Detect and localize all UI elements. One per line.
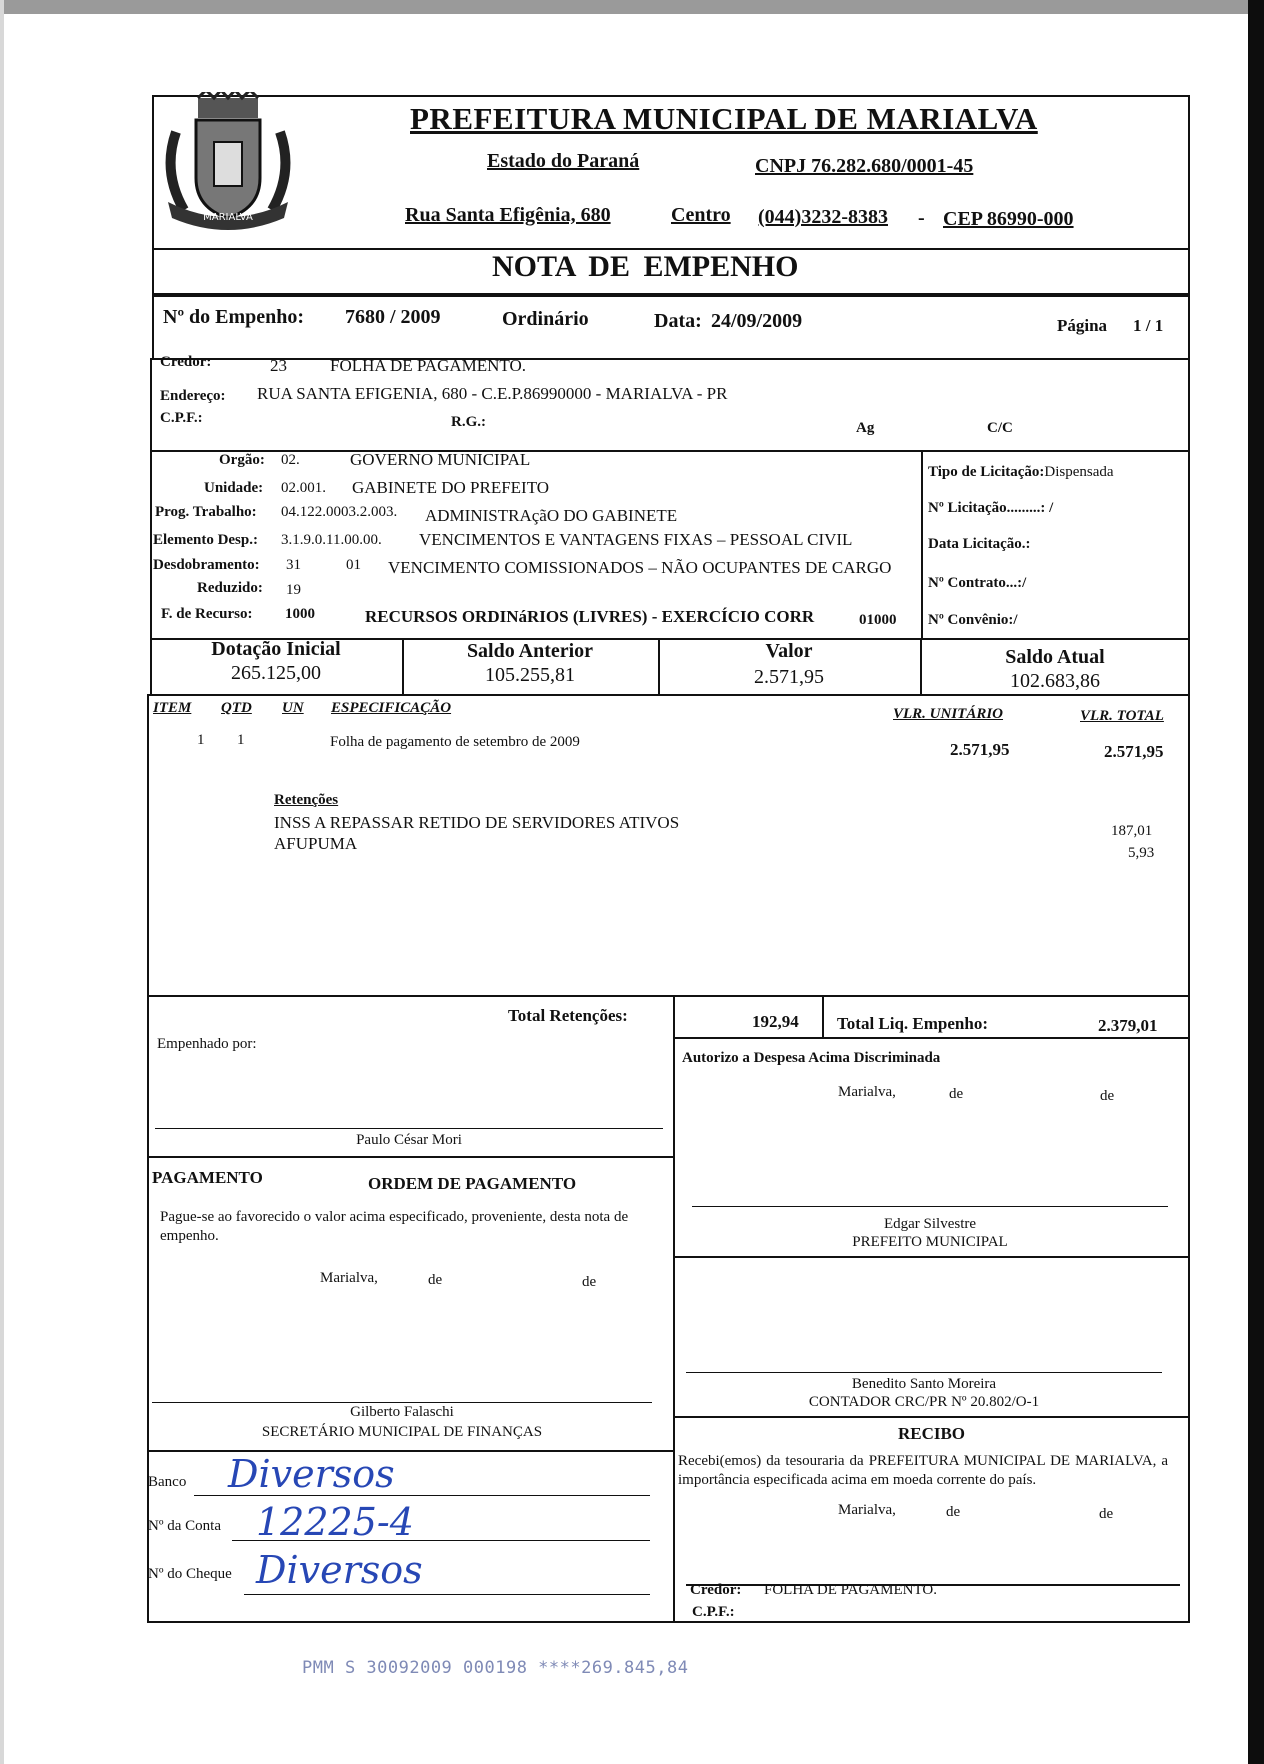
recibo-title: RECIBO	[897, 1424, 966, 1443]
page-number-label: Página	[1057, 316, 1108, 335]
col-qtd-header: QTD	[221, 700, 252, 716]
autorizo-despesa-title: Autorizo a Despesa Acima Discriminada	[682, 1050, 941, 1066]
coat-of-arms-logo	[158, 92, 298, 237]
desdobramento-code1: 31	[286, 557, 301, 573]
machine-stamp: PMM S 30092009 000198 ****269.845,84	[302, 1658, 689, 1678]
contador-name: Benedito Santo Moreira	[851, 1376, 997, 1392]
header-address: Rua Santa Efigênia, 680	[405, 204, 611, 226]
total-retentions-value: 192,94	[752, 1012, 799, 1031]
banco-label: Banco	[148, 1474, 187, 1490]
col-un-header: UN	[282, 700, 304, 716]
creditor-code: 23	[270, 356, 287, 375]
creditor-rg-label: R.G.:	[451, 414, 486, 430]
cheque-label: Nº do Cheque	[148, 1566, 232, 1582]
col-item-header: ITEM	[153, 700, 192, 716]
ordem-pagamento-title: ORDEM DE PAGAMENTO	[368, 1174, 577, 1193]
creditor-ag-label: Ag	[856, 420, 875, 436]
signatures-center-divider	[673, 1037, 675, 1623]
retentions-title: Retenções	[274, 792, 339, 808]
col-unit-header: VLR. UNITÁRIO	[893, 706, 1004, 722]
total-retentions-label: Total Retenções:	[508, 1006, 628, 1025]
autorizo-de-1: de	[949, 1086, 964, 1102]
header-cnpj: CNPJ 76.282.680/0001-45	[755, 155, 974, 177]
prefeito-name: Edgar Silvestre	[883, 1216, 977, 1232]
elemento-name: VENCIMENTOS E VANTAGENS FIXAS – PESSOAL CIVIL	[419, 530, 853, 549]
creditor-label: Credor:	[160, 354, 212, 370]
totals-bottom-line	[673, 1037, 1190, 1039]
totals-divider-2	[822, 995, 824, 1037]
prog-name: ADMINISTRAçãO DO GABINETE	[425, 506, 678, 525]
recibo-text: Recebi(emos) da tesouraria da PREFEITURA MUNICIPAL DE MARIALVA, a importância especificada acima em moeda corrente do país.	[678, 1453, 1168, 1488]
empenhado-por-name: Paulo César Mori	[356, 1132, 462, 1148]
valor-value: 2.571,95	[754, 666, 824, 688]
secretario-title: SECRETÁRIO MUNICIPAL DE FINANÇAS	[261, 1424, 543, 1440]
licitacao-number: Nº Licitação.........: /	[928, 500, 1054, 516]
empenho-type: Ordinário	[502, 308, 589, 330]
recurso-name: RECURSOS ORDINáRIOS (LIVRES) - EXERCÍCIO CORR	[365, 607, 815, 626]
recibo-de-1: de	[946, 1504, 961, 1520]
item-total-price: 2.571,95	[1104, 742, 1164, 761]
convenio-number: Nº Convênio:/	[928, 612, 1018, 628]
recibo-cpf-label: C.P.F.:	[692, 1604, 735, 1620]
totals-divider-1	[673, 995, 675, 1037]
creditor-address: RUA SANTA EFIGENIA, 680 - C.E.P.86990000 - MARIALVA - PR	[257, 384, 728, 403]
recibo-de-2: de	[1099, 1506, 1114, 1522]
recurso-label: F. de Recurso:	[161, 606, 253, 622]
licitacao-type-label: Tipo de Licitação:Dispensada	[928, 464, 1114, 480]
desdobramento-name: VENCIMENTO COMISSIONADOS – NÃO OCUPANTES DE CARGO	[388, 558, 892, 577]
item-number: 1	[197, 732, 205, 748]
licitacao-date: Data Licitação.:	[928, 536, 1031, 552]
empenho-number: 7680 / 2009	[345, 306, 441, 328]
retention-inss-label: INSS A REPASSAR RETIDO DE SERVIDORES ATIVOS	[274, 813, 680, 832]
elemento-code: 3.1.9.0.11.00.00.	[281, 532, 382, 548]
recibo-city: Marialva,	[838, 1502, 896, 1518]
pagamento-title: PAGAMENTO	[152, 1168, 263, 1187]
reduzido-label: Reduzido:	[197, 580, 263, 596]
conta-handwritten: 12225-4	[256, 1500, 414, 1544]
total-liquid-value: 2.379,01	[1098, 1016, 1158, 1035]
dotacao-inicial-label: Dotação Inicial	[211, 638, 341, 660]
empenhado-signature-line	[155, 1128, 663, 1129]
totals-top-line	[147, 995, 1190, 997]
orgao-name: GOVERNO MUNICIPAL	[350, 450, 531, 469]
prefeito-signature-line	[692, 1206, 1168, 1207]
desdobramento-code2: 01	[346, 557, 361, 573]
retention-afupuma-value: 5,93	[1128, 845, 1155, 861]
secretario-signature-line	[152, 1402, 652, 1403]
ordem-pagamento-text: Pague-se ao favorecido o valor acima especificado, proveniente, desta nota de empenho.	[160, 1209, 629, 1244]
recibo-credor-name: FOLHA DE PAGAMENTO.	[764, 1582, 937, 1598]
recibo-credor-label: Credor:	[690, 1582, 742, 1598]
recurso-code2: 01000	[859, 612, 897, 628]
item-quantity: 1	[237, 732, 245, 748]
header-state: Estado do Paraná	[487, 150, 640, 172]
header-district: Centro	[671, 204, 731, 226]
pagamento-top-line	[147, 1156, 673, 1158]
dotacao-inicial-value: 265.125,00	[231, 662, 321, 684]
empenho-date: 24/09/2009	[711, 310, 803, 332]
creditor-box	[150, 358, 1190, 452]
saldo-anterior-label: Saldo Anterior	[466, 640, 594, 662]
saldo-atual-label: Saldo Atual	[1005, 646, 1105, 668]
item-description: Folha de pagamento de setembro de 2009	[330, 734, 580, 750]
unidade-label: Unidade:	[204, 480, 264, 496]
desdobramento-label: Desdobramento:	[153, 557, 260, 573]
contrato-number: Nº Contrato...:/	[928, 575, 1027, 591]
recibo-top-line	[673, 1416, 1190, 1418]
elemento-label: Elemento Desp.:	[153, 532, 258, 548]
scan-edge-top	[0, 0, 1264, 14]
contador-title: CONTADOR CRC/PR Nº 20.802/O-1	[808, 1394, 1040, 1410]
scan-edge-left	[0, 0, 4, 1764]
secretario-name: Gilberto Falaschi	[350, 1404, 454, 1420]
autorizo-de-2: de	[1100, 1088, 1115, 1104]
cheque-handwritten: Diversos	[256, 1548, 423, 1592]
svg-text:MARIALVA: MARIALVA	[203, 212, 253, 223]
valor-label: Valor	[765, 640, 813, 662]
orgao-label: Orgão:	[219, 452, 265, 468]
col-total-header: VLR. TOTAL	[1080, 708, 1164, 724]
autorizo-city: Marialva,	[838, 1084, 896, 1100]
cheque-line	[244, 1594, 650, 1595]
prefeito-title: PREFEITO MUNICIPAL	[852, 1234, 1008, 1250]
total-liquid-label: Total Liq. Empenho:	[837, 1014, 988, 1033]
unidade-name: GABINETE DO PREFEITO	[352, 478, 550, 497]
contador-signature-line	[686, 1372, 1162, 1373]
reduzido-value: 19	[286, 582, 301, 598]
scan-edge-right	[1248, 0, 1264, 1764]
header-separator: -	[918, 207, 925, 229]
unidade-code: 02.001.	[281, 480, 326, 496]
creditor-cc-label: C/C	[987, 420, 1013, 436]
empenho-number-label: Nº do Empenho:	[163, 306, 305, 328]
budget-divider	[921, 450, 923, 640]
empenho-date-label: Data:	[654, 310, 702, 332]
prog-code: 04.122.0003.2.003.	[281, 504, 398, 520]
ordem-de-1: de	[428, 1272, 443, 1288]
creditor-cpf-label: C.P.F.:	[160, 410, 203, 426]
document-title: NOTA DE EMPENHO	[492, 250, 799, 283]
prog-label: Prog. Trabalho:	[155, 504, 257, 520]
ordem-city: Marialva,	[320, 1270, 378, 1286]
orgao-code: 02.	[281, 452, 300, 468]
recurso-code: 1000	[285, 606, 315, 622]
page-number: 1 / 1	[1133, 316, 1164, 335]
banco-handwritten: Diversos	[228, 1452, 395, 1496]
empenhado-por-label: Empenhado por:	[157, 1036, 257, 1052]
col-spec-header: ESPECIFICAÇÃO	[331, 700, 452, 716]
saldo-atual-value: 102.683,86	[1010, 670, 1100, 692]
bank-top-line	[147, 1450, 673, 1452]
creditor-name: FOLHA DE PAGAMENTO.	[330, 356, 526, 375]
page-title: PREFEITURA MUNICIPAL DE MARIALVA	[410, 101, 1038, 136]
contador-top-line	[673, 1256, 1190, 1258]
retention-inss-value: 187,01	[1111, 823, 1153, 839]
item-unit-price: 2.571,95	[950, 740, 1010, 759]
creditor-address-label: Endereço:	[160, 388, 226, 404]
ordem-de-2: de	[582, 1274, 597, 1290]
header-phone: (044)3232-8383	[758, 206, 888, 228]
conta-label: Nº da Conta	[148, 1518, 221, 1534]
header-cep: CEP 86990-000	[943, 208, 1074, 230]
saldo-anterior-value: 105.255,81	[485, 664, 575, 686]
retention-afupuma-label: AFUPUMA	[274, 834, 358, 853]
